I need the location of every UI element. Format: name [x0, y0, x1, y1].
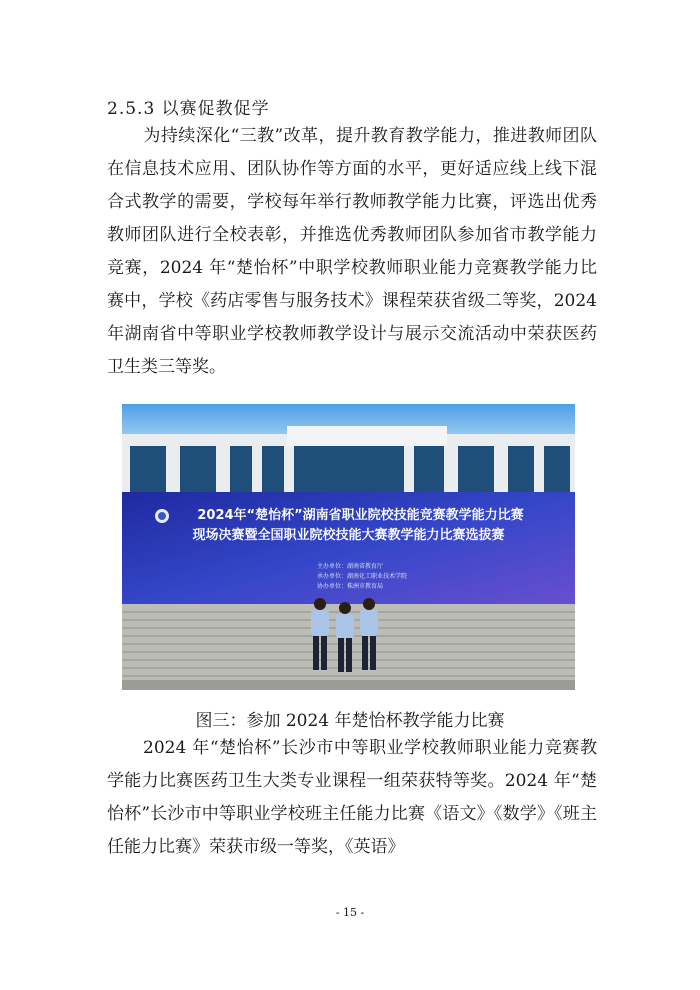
body-paragraph-2-text: 2024 年“楚怡杯”长沙市中等职业学校教师职业能力竞赛教学能力比赛医药卫生大类专业课程一组荣获特等奖。2024 年“楚怡杯”长沙市中等职业学校班主任能力比赛《语文》《数学》《班主任能力比赛》荣获市级一等奖，《英语》 [107, 738, 597, 857]
section-heading: 2.5.3 以赛促教促学 [107, 99, 270, 119]
figure-caption: 图三：参加 2024 年楚怡杯教学能力比赛 [195, 711, 505, 731]
banner-organizer-3: 协办单位：株洲市教育局 [317, 583, 384, 590]
body-paragraph-1 [107, 120, 597, 384]
body-paragraph-1-text: 为持续深化“三教”改革，提升教育教学能力，推进教师团队在信息技术应用、团队协作等方面的水平，更好适应线上线下混合式教学的需要，学校每年举行教师教学能力比赛，评选出优秀教师团队进行全校表彰，并推选优秀教师团队参加省市教学能力竞赛，2024 年“楚怡杯”中职学校教师职业能力竞赛教学能力比赛中，学校《药店零售与服务技术》课程荣获省级二等奖，2024 年湖南省中等职业学校教师教学设计与展示交流活动中荣获医药卫生类三等奖。 [107, 126, 597, 377]
competition-photo [122, 404, 575, 690]
body-paragraph-2 [107, 732, 597, 864]
banner-organizer-1: 主办单位：湖南省教育厅 [317, 563, 384, 570]
page-number: - 15 - [335, 906, 365, 919]
competition-photo-scene [122, 404, 575, 690]
banner-subtitle: 现场决赛暨全国职业院校技能大赛教学能力比赛选拔赛 [192, 528, 505, 543]
banner-organizer-2: 承办单位：湖南化工职业技术学院 [317, 573, 408, 580]
banner-title: 2024年“楚怡杯”湖南省职业院校技能竞赛教学能力比赛 [197, 508, 524, 523]
